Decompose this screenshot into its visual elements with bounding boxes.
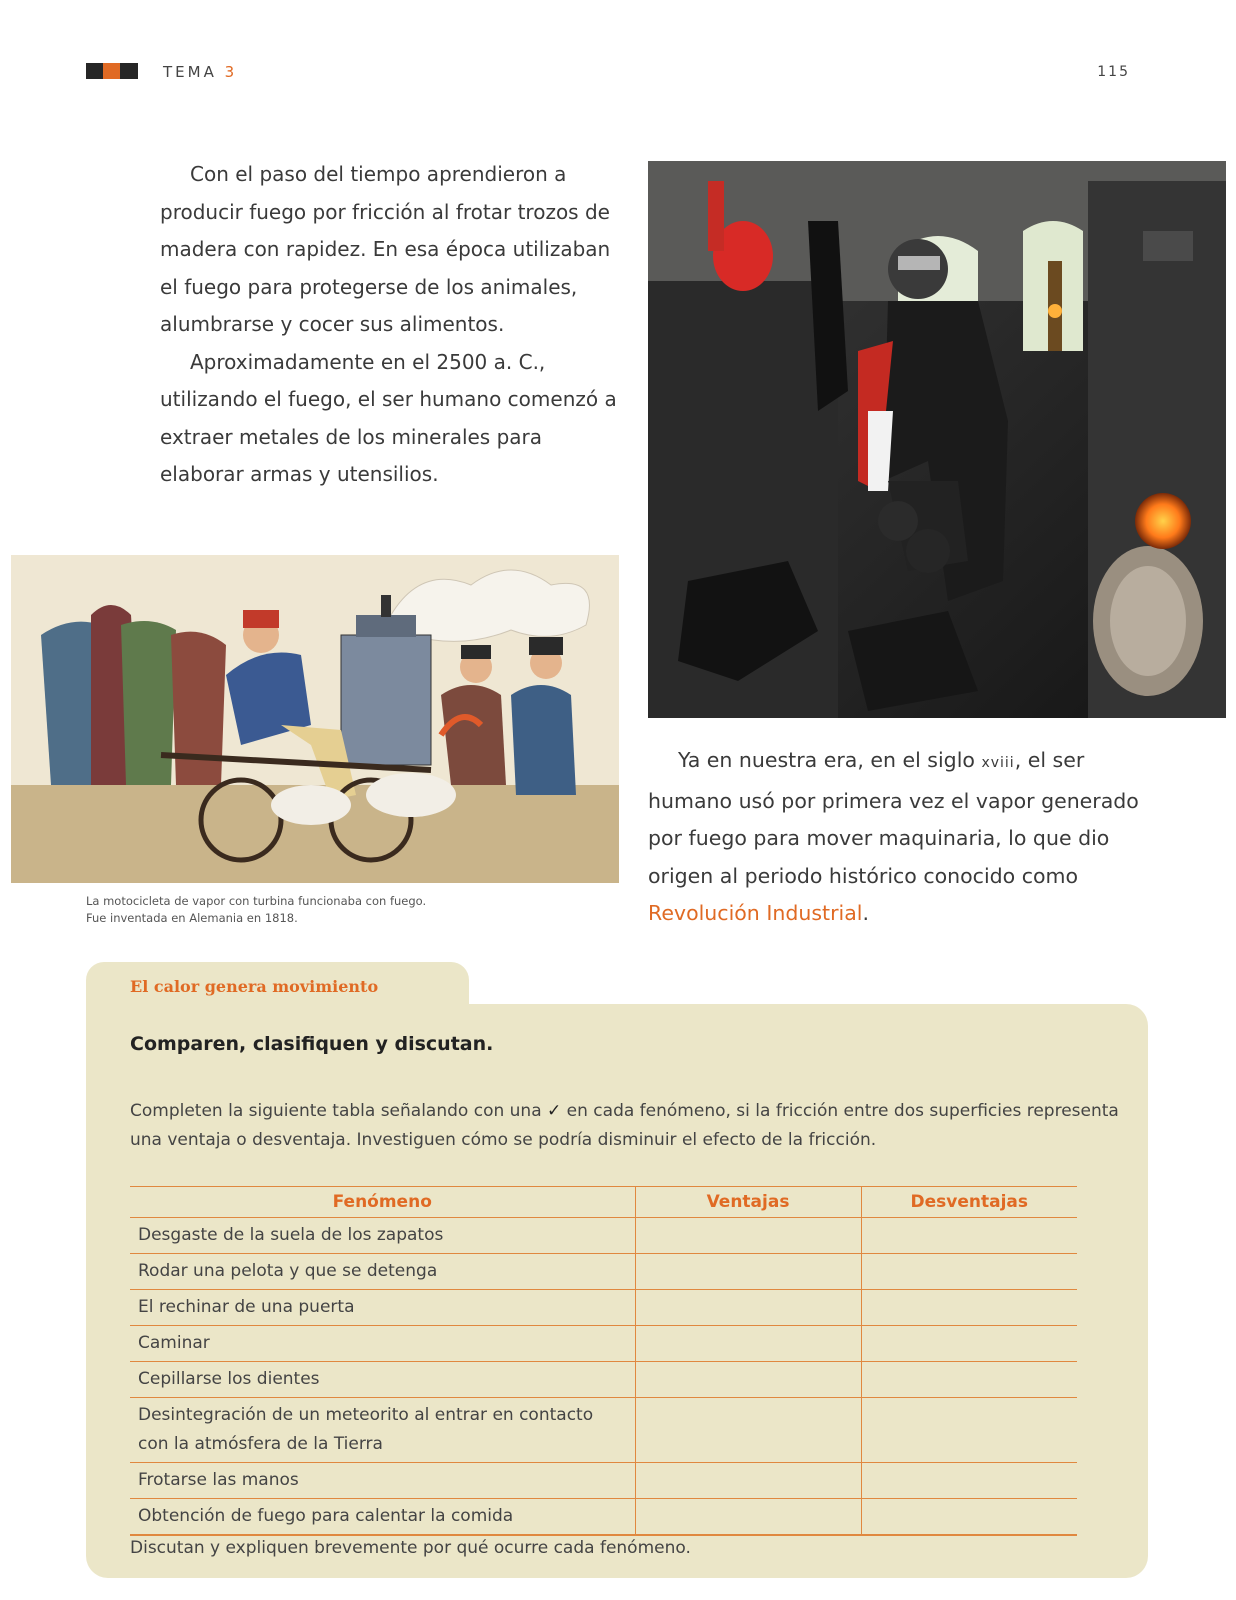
table-row <box>130 1499 1077 1536</box>
fenomeno-cell: Obtención de fuego para calentar la comida <box>130 1499 635 1536</box>
ventajas-cell[interactable] <box>635 1254 861 1290</box>
activity-instructions <box>130 1097 1130 1155</box>
ventajas-cell[interactable] <box>635 1398 861 1463</box>
image-caption <box>86 893 426 927</box>
caption-line-1: La motocicleta de vapor con turbina funcionaba con fuego. <box>86 894 427 908</box>
fenomeno-cell: Rodar una pelota y que se detenga <box>130 1254 635 1290</box>
header-ventajas: Ventajas <box>635 1187 861 1218</box>
ventajas-cell[interactable] <box>635 1218 861 1254</box>
tema-label: TEMA <box>163 63 217 81</box>
intro-paragraph-1: Con el paso del tiempo aprendieron a producir fuego por fricción al frotar trozos de madera con rapidez. En esa época utilizaban el fuego para protegerse de los animales, alumbrarse y cocer sus alimentos. <box>160 162 611 336</box>
caption-line-2: Fue inventada en Alemania en 1818. <box>86 911 298 925</box>
tema-number: 3 <box>224 63 238 81</box>
desventajas-cell[interactable] <box>861 1290 1077 1326</box>
steam-motorcycle-illustration <box>11 555 619 883</box>
desventajas-cell[interactable] <box>861 1499 1077 1536</box>
desventajas-cell[interactable] <box>861 1326 1077 1362</box>
fenomeno-cell: Desgaste de la suela de los zapatos <box>130 1218 635 1254</box>
table-row <box>130 1326 1077 1362</box>
glossary-term-revolucion-industrial: Revolución Industrial <box>648 901 863 925</box>
ventajas-cell[interactable] <box>635 1362 861 1398</box>
desventajas-cell[interactable] <box>861 1362 1077 1398</box>
page-number: 115 <box>1097 64 1130 80</box>
table-header-row <box>130 1187 1077 1218</box>
table-row <box>130 1254 1077 1290</box>
table-row <box>130 1398 1077 1463</box>
instructions-before: Completen la siguiente tabla señalando con una <box>130 1101 548 1121</box>
era-text-before: Ya en nuestra era, en el siglo <box>678 748 982 772</box>
fenomeno-cell: Caminar <box>130 1326 635 1362</box>
intro-paragraph-2: Aproximadamente en el 2500 a. C., utilizando el fuego, el ser humano comenzó a extraer metales de los minerales para elaborar armas y utensilios. <box>160 349 617 486</box>
header-block-orange <box>103 63 120 79</box>
era-text <box>648 742 1148 933</box>
fenomeno-cell: Frotarse las manos <box>130 1463 635 1499</box>
table-row <box>130 1218 1077 1254</box>
locomotive-stoker-photo <box>648 161 1226 718</box>
ventajas-cell[interactable] <box>635 1290 861 1326</box>
era-paragraph <box>648 742 1148 933</box>
header-fenomeno: Fenómeno <box>130 1187 635 1218</box>
header-desventajas: Desventajas <box>861 1187 1077 1218</box>
section-label <box>163 63 237 81</box>
check-mark-icon: ✓ <box>547 1101 562 1121</box>
desventajas-cell[interactable] <box>861 1254 1077 1290</box>
instructions-after: en cada fenómeno, si la fricción entre dos superficies representa una ventaja o desventaja. Investiguen cómo se podría disminuir el efecto de la fricción. <box>130 1101 1119 1150</box>
desventajas-cell[interactable] <box>861 1463 1077 1499</box>
activity-footer: Discutan y expliquen brevemente por qué ocurre cada fenómeno. <box>130 1538 691 1558</box>
header-block-dark <box>86 63 103 79</box>
fenomeno-cell: El rechinar de una puerta <box>130 1290 635 1326</box>
table-row <box>130 1463 1077 1499</box>
century-numeral: xviii <box>981 755 1015 771</box>
fenomeno-cell: Desintegración de un meteorito al entrar en contacto con la atmósfera de la Tierra <box>130 1398 635 1463</box>
ventajas-cell[interactable] <box>635 1326 861 1362</box>
ventajas-cell[interactable] <box>635 1463 861 1499</box>
activity-heading: Comparen, clasifiquen y discutan. <box>130 1033 494 1055</box>
header-block-dark-2 <box>120 63 138 79</box>
ventajas-cell[interactable] <box>635 1499 861 1536</box>
table-row <box>130 1290 1077 1326</box>
desventajas-cell[interactable] <box>861 1218 1077 1254</box>
fenomeno-cell: Cepillarse los dientes <box>130 1362 635 1398</box>
intro-text <box>160 156 620 494</box>
table-row <box>130 1362 1077 1398</box>
desventajas-cell[interactable] <box>861 1398 1077 1463</box>
era-text-after: . <box>862 901 869 925</box>
friction-table <box>130 1186 1077 1536</box>
era-text-middle: , el ser humano usó por primera vez el vapor generado por fuego para mover maquinaria, lo que dio origen al periodo histórico conocido como <box>648 748 1139 888</box>
activity-title: El calor genera movimiento <box>130 977 379 996</box>
header-color-blocks <box>86 63 138 79</box>
